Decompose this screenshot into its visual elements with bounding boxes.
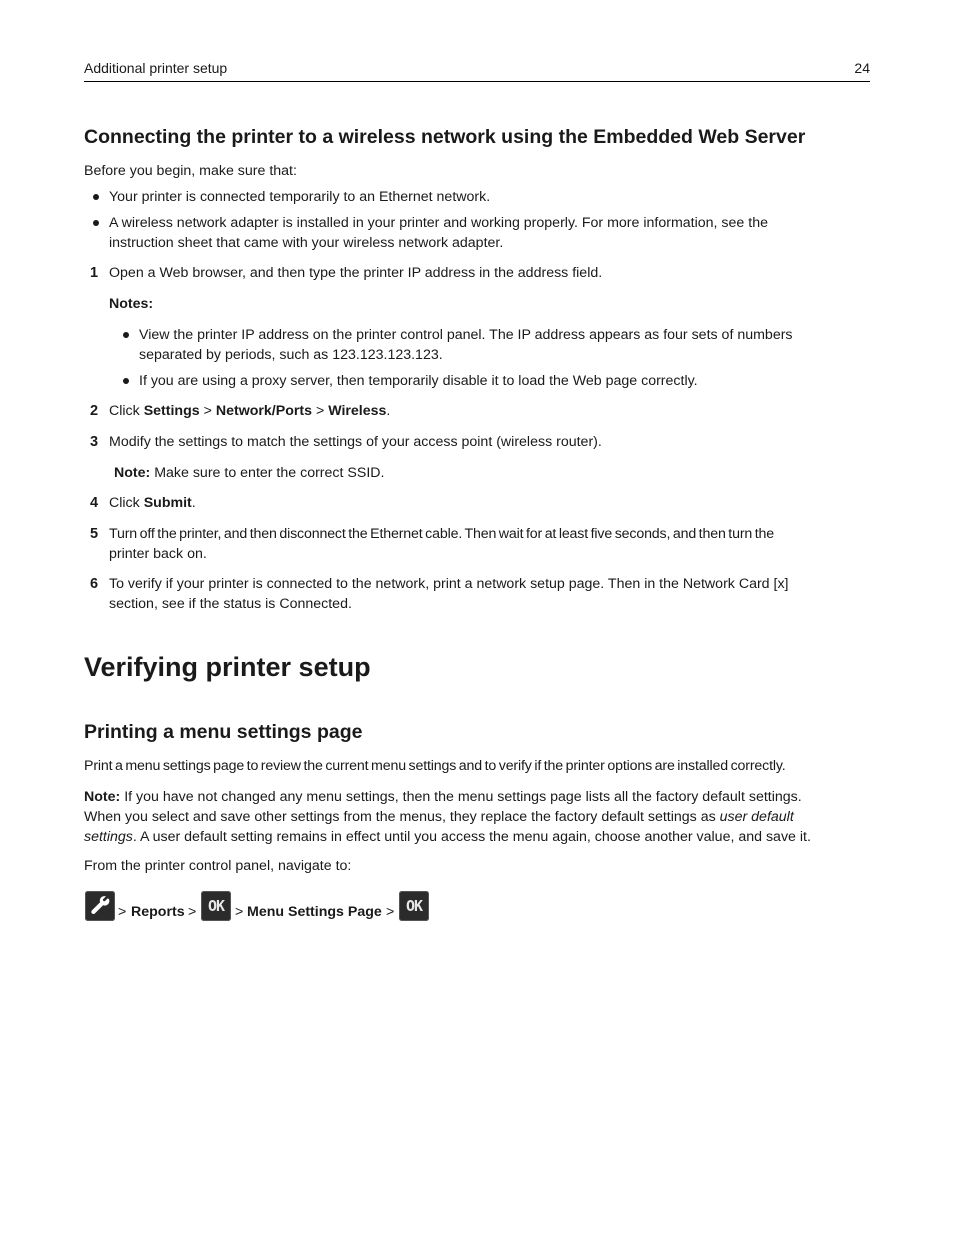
section-title-menu-settings: Printing a menu settings page (84, 721, 363, 743)
page-number: 24 (854, 60, 870, 76)
header-rule (84, 81, 870, 82)
step-number: 1 (90, 265, 99, 281)
navigate-text: From the printer control panel, navigate to: (84, 858, 352, 874)
step-text: Click Submit. (109, 495, 196, 511)
step-text: Open a Web browser, and then type the printer IP address in the address field. (109, 265, 603, 281)
notes-label: Notes: (109, 296, 154, 312)
note-item: If you are using a proxy server, then temporarily disable it to load the Web page correctly. (139, 373, 698, 389)
note-paragraph-line: Note: If you have not changed any menu settings, then the menu settings page lists all the factory default settings. (84, 789, 802, 805)
bullet-icon (123, 378, 129, 384)
paragraph: Print a menu settings page to review the current menu settings and to verify if the printer options are installed correctly. (84, 758, 786, 774)
prereq-item-continued: instruction sheet that came with your wireless network adapter. (109, 235, 504, 251)
running-header-section: Additional printer setup (84, 60, 228, 76)
step-number: 6 (90, 576, 99, 592)
step-text: Click Settings > Network/Ports > Wireless. (109, 403, 391, 419)
step-number: 3 (90, 434, 99, 450)
path-separator: > (235, 904, 244, 920)
prereq-item: A wireless network adapter is installed in your printer and working properly. For more information, see the (109, 215, 768, 231)
step-text: Modify the settings to match the settings of your access point (wireless router). (109, 434, 602, 450)
note-item: View the printer IP address on the printer control panel. The IP address appears as four sets of numbers (139, 327, 793, 343)
step-number: 5 (90, 526, 99, 542)
path-separator: > (188, 904, 197, 920)
bullet-icon (93, 194, 99, 200)
path-reports: Reports (131, 904, 185, 920)
step-number: 2 (90, 403, 99, 419)
step-text-continued: section, see if the status is Connected. (109, 596, 352, 612)
ok-button-icon: OK (399, 891, 429, 921)
step-text: To verify if your printer is connected to the network, print a network setup page. Then in the Network Card [x] (109, 576, 789, 592)
menu-network-ports: Network/Ports (215, 403, 313, 419)
ok-button-icon: OK (201, 891, 231, 921)
wrench-glyph (89, 895, 111, 917)
step-text: Turn off the printer, and then disconnect the Ethernet cable. Then wait for at least five seconds, and then turn the (109, 526, 775, 542)
intro-text: Before you begin, make sure that: (84, 163, 297, 179)
bullet-icon (123, 332, 129, 338)
path-menu-settings-page: Menu Settings Page (247, 904, 382, 920)
step-note: Note: Make sure to enter the correct SSID. (114, 465, 385, 481)
bullet-icon (93, 220, 99, 226)
chapter-title-verifying: Verifying printer setup (84, 652, 371, 682)
submit-label: Submit (143, 495, 192, 511)
menu-wireless: Wireless (328, 403, 387, 419)
note-item-continued: separated by periods, such as 123.123.123.123. (139, 347, 443, 363)
section-title-wireless: Connecting the printer to a wireless network using the Embedded Web Server (84, 126, 806, 148)
path-separator: > (386, 904, 395, 920)
wrench-icon (85, 891, 115, 921)
note-paragraph-line: settings. A user default setting remains in effect until you access the menu again, choose another value, and save it. (84, 829, 811, 845)
path-separator: > (118, 904, 127, 920)
note-paragraph-line: When you select and save other settings from the menus, they replace the factory default settings as user default (84, 809, 794, 825)
menu-settings: Settings (143, 403, 200, 419)
step-number: 4 (90, 495, 99, 511)
step-text-continued: printer back on. (109, 546, 207, 562)
prereq-item: Your printer is connected temporarily to an Ethernet network. (109, 189, 491, 205)
